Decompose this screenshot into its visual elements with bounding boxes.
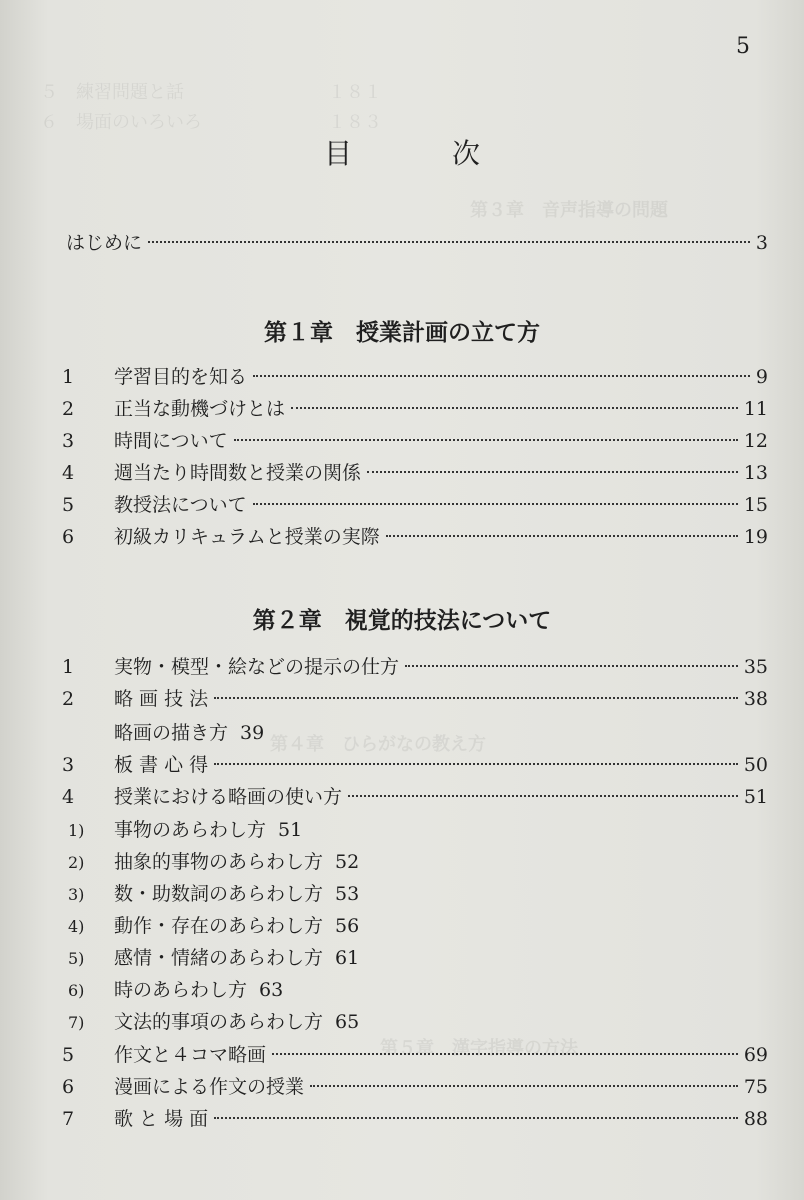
entry-page: 38 <box>743 688 768 710</box>
entry-page: 65 <box>335 1011 360 1033</box>
entry-page: 69 <box>743 1044 768 1066</box>
toc-entry <box>60 750 768 782</box>
entry-page: 15 <box>743 494 768 516</box>
leader-dots <box>348 795 738 797</box>
entry-title: 文法的事項のあらわし方 <box>114 1011 324 1033</box>
toc-entry <box>60 684 768 716</box>
entry-number: 1) <box>68 821 85 840</box>
toc-subentry <box>66 815 774 847</box>
entry-title: 数・助数詞のあらわし方 <box>114 883 324 905</box>
toc-subentry <box>66 911 774 943</box>
entry-title: 時のあらわし方 <box>114 979 248 1001</box>
leader-dots <box>405 665 738 667</box>
entry-number: 3 <box>62 754 75 776</box>
entry-title: 略画の描き方 <box>114 722 229 744</box>
entry-number: 6) <box>68 981 85 1000</box>
entry-number: 1 <box>62 366 75 388</box>
show-through-text: ６ 場面のいろいろ １８３ <box>40 112 454 133</box>
entry-title: 学習目的を知る <box>114 366 248 388</box>
page-title: 目 次 <box>323 137 516 170</box>
entry-page: 53 <box>335 883 360 905</box>
entry-title: 授業における略画の使い方 <box>114 786 343 808</box>
entry-page: 51 <box>278 819 303 841</box>
entry-number: 5 <box>62 1044 75 1066</box>
entry-page: 12 <box>743 430 768 452</box>
page-number: 5 <box>736 34 750 59</box>
chapter-heading: 第１章 授業計画の立て方 <box>264 319 540 346</box>
toc-entry <box>60 1040 768 1072</box>
leader-dots <box>253 503 738 505</box>
show-through-text: ５ 練習問題と話 １８１ <box>40 82 454 103</box>
entry-number: 6 <box>62 526 75 548</box>
entry-page: 88 <box>743 1108 768 1130</box>
leader-dots <box>272 1053 738 1055</box>
toc-entry <box>60 522 768 554</box>
toc-subentry-sketch <box>114 718 264 745</box>
entry-page: 39 <box>240 722 265 744</box>
entry-number: 2 <box>62 398 75 420</box>
entry-number: 5 <box>62 494 75 516</box>
entry-title: 実物・模型・絵などの提示の仕方 <box>114 656 400 678</box>
leader-dots <box>214 763 738 765</box>
entry-title: 初級カリキュラムと授業の実際 <box>114 526 380 548</box>
toc-entry <box>60 394 768 426</box>
leader-dots <box>214 697 738 699</box>
entry-page: 50 <box>743 754 768 776</box>
entry-number: 4 <box>62 786 75 808</box>
entry-page: 19 <box>743 526 768 548</box>
entry-title: 時間について <box>114 430 228 452</box>
entry-title: 事物のあらわし方 <box>114 819 267 841</box>
entry-number: 5) <box>68 949 85 968</box>
show-through-text: 第４章 ひらがなの教え方 <box>270 734 486 755</box>
entry-title: 作文と４コマ略画 <box>114 1044 267 1066</box>
toc-subentry <box>66 847 774 879</box>
toc-entry <box>60 458 768 490</box>
entry-title: 感情・情緒のあらわし方 <box>114 947 324 969</box>
entry-title: はじめに <box>66 232 143 254</box>
entry-page: 3 <box>755 232 768 254</box>
toc-entry <box>60 426 768 458</box>
entry-title: 抽象的事物のあらわし方 <box>114 851 324 873</box>
toc-entry <box>60 782 768 814</box>
entry-page: 9 <box>755 366 768 388</box>
entry-number: 4) <box>68 917 85 936</box>
entry-number: 2) <box>68 853 85 872</box>
show-through-text: 第５章 漢字指導の方法 <box>380 1038 578 1059</box>
entry-title: 略 画 技 法 <box>114 688 209 710</box>
entry-title: 教授法について <box>114 494 247 516</box>
toc-subentry <box>66 943 774 975</box>
toc-entry <box>60 652 768 684</box>
leader-dots <box>148 241 750 243</box>
entry-page: 13 <box>743 462 768 484</box>
entry-page: 56 <box>335 915 360 937</box>
entry-number: 3) <box>68 885 85 904</box>
entry-page: 63 <box>259 979 284 1001</box>
entry-number: 6 <box>62 1076 75 1098</box>
leader-dots <box>234 439 738 441</box>
entry-number: 2 <box>62 688 75 710</box>
leader-dots <box>367 471 738 473</box>
chapter-heading: 第２章 視覚的技法について <box>252 607 552 634</box>
entry-page: 51 <box>743 786 768 808</box>
entry-number: 1 <box>62 656 75 678</box>
toc-entry <box>60 490 768 522</box>
toc-entry-intro <box>66 228 768 260</box>
entry-title: 漫画による作文の授業 <box>114 1076 305 1098</box>
entry-title: 週当たり時間数と授業の関係 <box>114 462 362 484</box>
entry-page: 35 <box>743 656 768 678</box>
toc-entry <box>60 362 768 394</box>
leader-dots <box>291 407 738 409</box>
entry-number: 4 <box>62 462 75 484</box>
leader-dots <box>214 1117 738 1119</box>
entry-title: 動作・存在のあらわし方 <box>114 915 324 937</box>
entry-page: 75 <box>743 1076 768 1098</box>
toc-entry <box>60 1104 768 1136</box>
entry-title: 板 書 心 得 <box>114 754 209 776</box>
entry-title: 歌 と 場 面 <box>114 1108 209 1130</box>
leader-dots <box>253 375 750 377</box>
toc-entry <box>60 1072 768 1104</box>
entry-page: 52 <box>335 851 360 873</box>
entry-page: 11 <box>743 398 768 420</box>
leader-dots <box>310 1085 738 1087</box>
entry-number: 3 <box>62 430 75 452</box>
entry-number: 7) <box>68 1013 85 1032</box>
entry-title: 正当な動機づけとは <box>114 398 286 420</box>
toc-subentry <box>66 1007 774 1039</box>
entry-page: 61 <box>335 947 360 969</box>
entry-number: 7 <box>62 1108 75 1130</box>
show-through-text: 第３章 音声指導の問題 <box>470 200 668 221</box>
toc-subentry <box>66 879 774 911</box>
toc-subentry <box>66 975 774 1007</box>
leader-dots <box>386 535 738 537</box>
